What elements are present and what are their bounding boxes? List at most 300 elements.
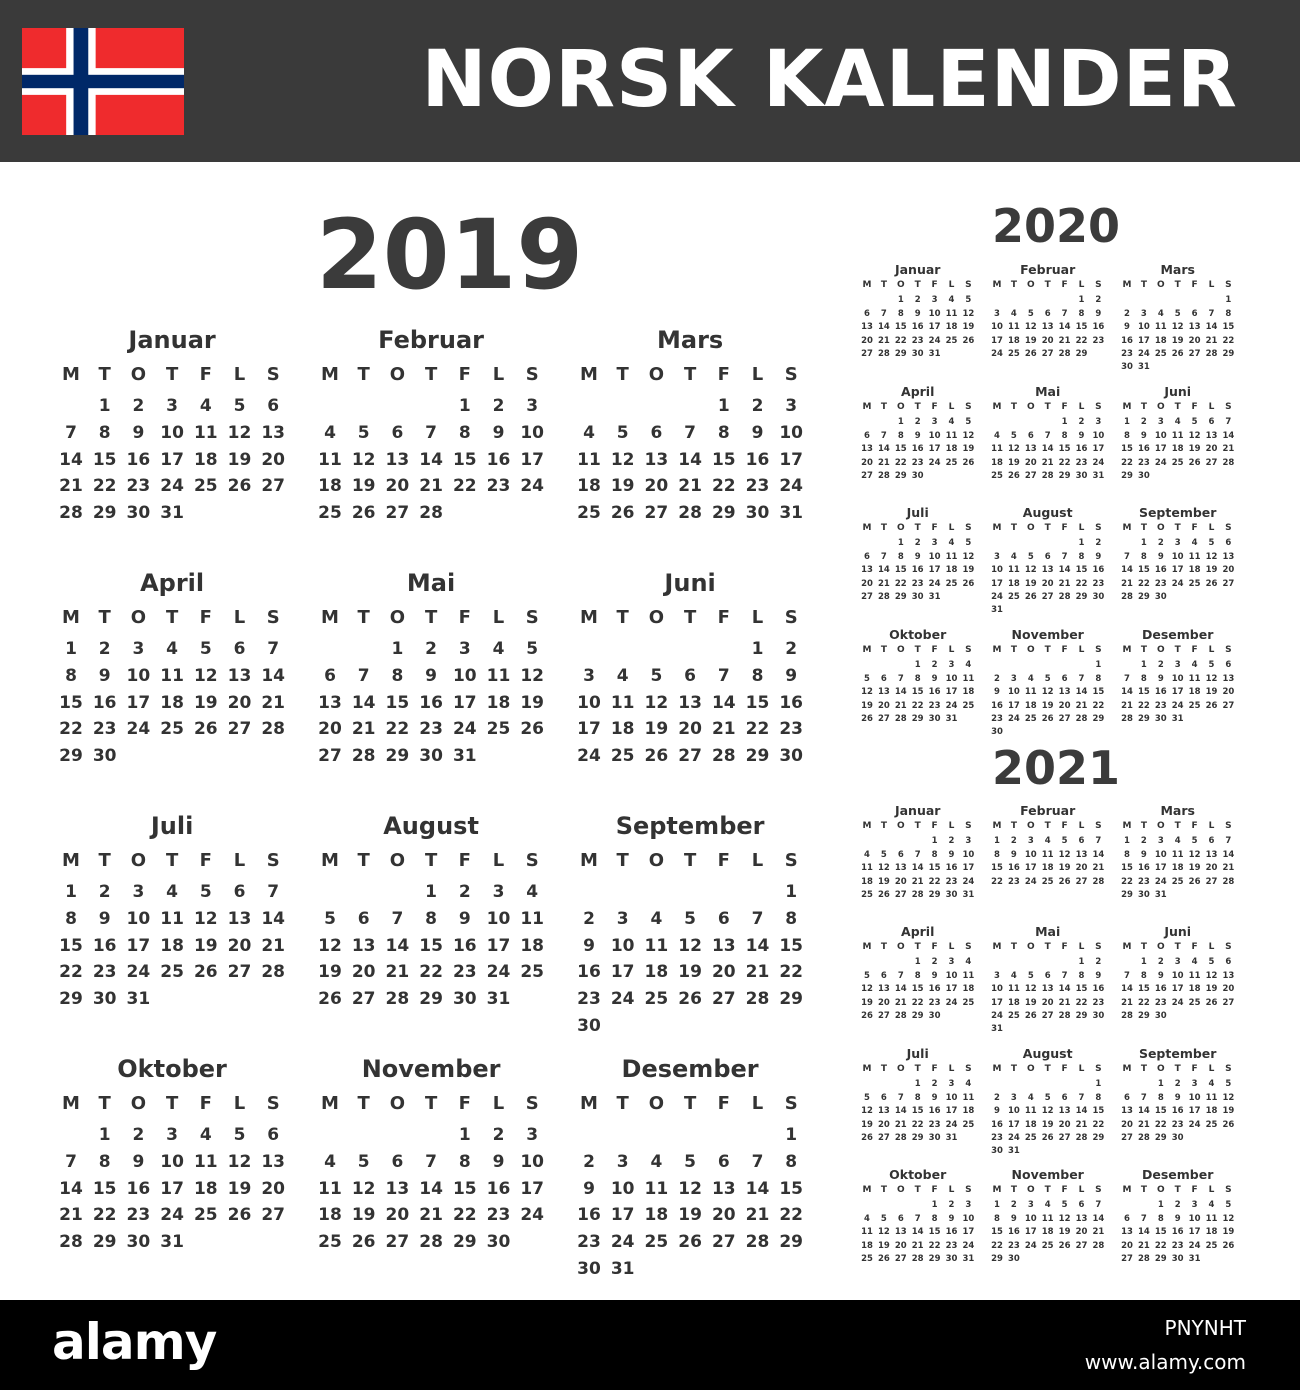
day-cell: 9 (1010, 1213, 1017, 1224)
day-cell: 28 (1205, 349, 1218, 360)
day-cell: 13 (1188, 322, 1201, 333)
day-cell: 9 (1157, 673, 1164, 684)
day-cell: 28 (59, 1232, 83, 1253)
day-cell: 4 (199, 395, 212, 416)
day-cell: 28 (894, 1011, 907, 1022)
weekday-label: O (1026, 523, 1035, 534)
day-cell: 30 (911, 592, 924, 603)
day-cell: 25 (1154, 349, 1167, 360)
day-cell: 5 (965, 538, 972, 549)
day-cell: 29 (1154, 1133, 1167, 1144)
day-cell: 3 (948, 660, 955, 671)
day-cell: 10 (928, 308, 941, 319)
day-cell: 17 (1024, 1227, 1037, 1238)
day-cell: 21 (261, 935, 286, 956)
day-cell: 28 (1041, 471, 1054, 482)
day-cell: 2 (1095, 295, 1102, 306)
day-cell: 12 (1205, 551, 1218, 562)
weekday-label: M (862, 523, 872, 534)
weekday-label: T (616, 607, 629, 629)
month-name: Mars (656, 326, 724, 354)
day-cell: 19 (610, 476, 635, 497)
day-cell: 19 (351, 1205, 376, 1226)
day-cell: 6 (391, 422, 404, 443)
day-cell: 24 (991, 592, 1003, 603)
day-cell: 14 (1121, 565, 1133, 576)
weekday-label: T (165, 607, 179, 629)
day-cell: 27 (1222, 578, 1235, 589)
day-cell: 9 (931, 970, 938, 981)
day-cell: 4 (1010, 970, 1017, 981)
day-cell: 20 (1222, 984, 1235, 995)
day-cell: 25 (1188, 578, 1201, 589)
day-cell: 15 (92, 449, 117, 470)
weekday-label: T (914, 942, 921, 953)
day-cell: 5 (1027, 970, 1034, 981)
day-cell: 7 (1044, 430, 1051, 441)
day-cell: 20 (1024, 457, 1037, 468)
day-cell: 16 (577, 1205, 601, 1226)
day-cell: 28 (1137, 1133, 1150, 1144)
day-cell: 21 (894, 1119, 907, 1130)
day-cell: 20 (1058, 1119, 1071, 1130)
day-cell: 22 (1075, 997, 1088, 1008)
day-cell: 3 (948, 957, 955, 968)
day-cell: 5 (357, 1151, 370, 1172)
day-cell: 6 (267, 1124, 280, 1145)
weekday-label: M (580, 364, 598, 386)
day-cell: 16 (945, 1227, 958, 1238)
day-cell: 21 (419, 476, 443, 497)
day-cell: 22 (1121, 876, 1133, 887)
day-cell: 18 (1188, 687, 1201, 698)
day-cell: 9 (583, 935, 595, 956)
day-cell: 3 (583, 665, 595, 686)
day-cell: 18 (644, 1205, 669, 1226)
day-cell: 8 (994, 849, 1000, 860)
day-cell: 21 (1121, 997, 1133, 1008)
day-cell: 19 (193, 692, 218, 713)
weekday-label: S (965, 1185, 972, 1196)
day-cell: 18 (962, 984, 975, 995)
day-cell: 12 (1058, 1213, 1071, 1224)
day-cell: 9 (132, 1151, 145, 1172)
weekday-label: T (165, 1093, 179, 1115)
day-cell: 9 (1078, 430, 1085, 441)
day-cell: 4 (616, 665, 629, 686)
day-cell: 10 (962, 1213, 975, 1224)
day-cell: 4 (864, 849, 870, 860)
weekday-label: O (896, 1185, 905, 1196)
day-cell: 28 (745, 989, 770, 1010)
day-cell: 17 (962, 863, 975, 874)
day-cell: 13 (1075, 1213, 1088, 1224)
day-cell: 10 (520, 422, 545, 443)
weekday-label: M (992, 942, 1002, 953)
weekday-label: L (1208, 1064, 1215, 1075)
day-cell: 6 (1078, 836, 1085, 847)
weekday-label: T (880, 402, 887, 413)
day-cell: 2 (1157, 957, 1164, 968)
weekday-label: F (458, 364, 471, 386)
day-cell: 1 (914, 957, 921, 968)
footer-url: www.alamy.com (1084, 1350, 1246, 1374)
day-cell: 10 (1154, 430, 1167, 441)
weekday-label: L (1078, 821, 1085, 832)
day-cell: 10 (160, 1151, 184, 1172)
brand-logo: alamy (52, 1313, 217, 1371)
day-cell: 2 (931, 957, 938, 968)
weekday-label: L (492, 364, 505, 386)
day-cell: 21 (1205, 335, 1218, 346)
weekday-label: M (1122, 821, 1132, 832)
day-cell: 10 (1188, 1213, 1201, 1224)
day-cell: 22 (1154, 1240, 1167, 1251)
weekday-label: M (862, 821, 872, 832)
day-cell: 8 (1124, 430, 1130, 441)
day-cell: 20 (861, 335, 873, 346)
weekday-label: F (199, 1093, 212, 1115)
day-cell: 4 (650, 908, 663, 929)
day-cell: 24 (779, 476, 804, 497)
day-cell: 3 (1157, 417, 1164, 428)
day-cell: 13 (861, 565, 873, 576)
day-cell: 10 (1092, 430, 1105, 441)
day-cell: 23 (1121, 349, 1133, 360)
day-cell: 22 (911, 700, 924, 711)
weekday-label: T (1174, 523, 1181, 534)
day-cell: 26 (1171, 349, 1184, 360)
day-cell: 20 (877, 997, 890, 1008)
day-cell: 5 (1010, 430, 1017, 441)
weekday-label: S (266, 850, 280, 872)
day-cell: 29 (1121, 890, 1133, 901)
day-cell: 23 (486, 1205, 511, 1226)
day-cell: 30 (452, 989, 477, 1010)
day-cell: 13 (1222, 551, 1235, 562)
day-cell: 14 (1058, 565, 1071, 576)
day-cell: 14 (1058, 322, 1071, 333)
day-cell: 27 (227, 962, 252, 983)
day-cell: 19 (1188, 444, 1201, 455)
weekday-label: T (914, 1185, 921, 1196)
day-cell: 25 (861, 890, 873, 901)
day-cell: 27 (1205, 876, 1218, 887)
day-cell: 13 (1041, 322, 1054, 333)
day-cell: 28 (894, 714, 907, 725)
day-cell: 9 (583, 1178, 595, 1199)
weekday-label: M (992, 1185, 1002, 1196)
day-cell: 27 (227, 719, 252, 740)
day-cell: 9 (931, 1092, 938, 1103)
day-cell: 2 (1095, 538, 1102, 549)
day-cell: 15 (1137, 687, 1150, 698)
day-cell: 3 (616, 1151, 629, 1172)
day-cell: 27 (861, 471, 873, 482)
day-cell: 11 (1171, 430, 1184, 441)
weekday-label: L (948, 1185, 955, 1196)
day-cell: 22 (452, 476, 477, 497)
day-cell: 3 (458, 638, 471, 659)
day-cell: 16 (1075, 444, 1088, 455)
day-cell: 21 (1058, 997, 1071, 1008)
weekday-label: S (1095, 402, 1102, 413)
day-cell: 8 (914, 1092, 921, 1103)
day-cell: 16 (1007, 863, 1020, 874)
weekday-label: L (751, 1093, 764, 1115)
day-cell: 23 (745, 476, 770, 497)
day-cell: 20 (861, 578, 873, 589)
month-name: April (901, 923, 935, 939)
day-cell: 17 (1171, 565, 1184, 576)
day-cell: 16 (911, 565, 924, 576)
day-cell: 23 (92, 719, 117, 740)
day-cell: 5 (864, 970, 870, 981)
day-cell: 27 (711, 1232, 736, 1253)
day-cell: 7 (914, 849, 921, 860)
day-cell: 29 (419, 989, 443, 1010)
weekday-label: F (931, 1185, 938, 1196)
day-cell: 31 (452, 746, 477, 767)
day-cell: 16 (452, 935, 477, 956)
day-cell: 27 (351, 989, 376, 1010)
day-cell: 29 (1075, 592, 1088, 603)
month-name: Oktober (117, 1055, 227, 1083)
day-cell: 14 (59, 449, 83, 470)
day-cell: 5 (1208, 660, 1215, 671)
day-cell: 8 (458, 422, 471, 443)
weekday-label: M (1122, 942, 1132, 953)
weekday-label: L (948, 1064, 955, 1075)
day-cell: 30 (1092, 1011, 1105, 1022)
day-cell: 30 (928, 1133, 941, 1144)
day-cell: 12 (877, 863, 890, 874)
day-cell: 20 (894, 876, 907, 887)
month-name: Juni (664, 569, 716, 597)
weekday-label: L (1078, 942, 1085, 953)
day-cell: 6 (1191, 308, 1198, 319)
day-cell: 11 (644, 935, 669, 956)
weekday-label: L (948, 280, 955, 291)
weekday-label: L (1208, 942, 1215, 953)
day-cell: 24 (452, 719, 477, 740)
day-cell: 3 (1027, 1200, 1034, 1211)
day-cell: 13 (644, 449, 669, 470)
day-cell: 13 (1121, 1227, 1133, 1238)
day-cell: 2 (914, 295, 921, 306)
day-cell: 9 (914, 551, 921, 562)
day-cell: 28 (1058, 349, 1071, 360)
day-cell: 30 (1154, 1011, 1167, 1022)
day-cell: 16 (779, 692, 804, 713)
day-cell: 22 (928, 1240, 941, 1251)
day-cell: 21 (894, 700, 907, 711)
day-cell: 5 (1208, 957, 1215, 968)
day-cell: 4 (650, 1151, 663, 1172)
day-cell: 19 (1007, 457, 1020, 468)
day-cell: 2 (914, 417, 921, 428)
day-cell: 1 (1124, 417, 1130, 428)
day-cell: 24 (1171, 578, 1184, 589)
day-cell: 25 (610, 746, 635, 767)
weekday-label: S (266, 1093, 280, 1115)
day-cell: 20 (1075, 863, 1088, 874)
weekday-label: T (1010, 1064, 1017, 1075)
day-cell: 12 (1024, 984, 1037, 995)
day-cell: 26 (193, 962, 218, 983)
day-cell: 25 (861, 1254, 873, 1265)
day-cell: 30 (126, 1232, 151, 1253)
day-cell: 3 (1174, 660, 1181, 671)
day-cell: 11 (1188, 970, 1201, 981)
day-cell: 21 (1137, 1119, 1150, 1130)
day-cell: 8 (897, 430, 904, 441)
day-cell: 3 (931, 417, 938, 428)
day-cell: 5 (864, 673, 870, 684)
day-cell: 11 (962, 1092, 975, 1103)
day-cell: 16 (1092, 984, 1105, 995)
day-cell: 4 (1027, 673, 1034, 684)
day-cell: 26 (1024, 592, 1037, 603)
weekday-label: O (1156, 280, 1165, 291)
weekday-label: T (357, 607, 370, 629)
day-cell: 9 (98, 665, 111, 686)
day-cell: 4 (1027, 1092, 1034, 1103)
day-cell: 14 (1121, 984, 1133, 995)
norway-flag-icon (22, 28, 184, 135)
day-cell: 3 (1010, 1092, 1017, 1103)
day-cell: 23 (1075, 457, 1088, 468)
weekday-label: T (914, 1064, 921, 1075)
day-cell: 29 (1154, 1254, 1167, 1265)
day-cell: 12 (520, 665, 545, 686)
day-cell: 1 (98, 395, 111, 416)
day-cell: 24 (928, 335, 941, 346)
day-cell: 14 (894, 687, 907, 698)
day-cell: 20 (351, 962, 376, 983)
day-cell: 8 (1157, 1213, 1164, 1224)
weekday-label: L (751, 607, 764, 629)
day-cell: 21 (911, 1240, 924, 1251)
day-cell: 29 (1075, 1011, 1088, 1022)
day-cell: 23 (1007, 1240, 1020, 1251)
day-cell: 3 (526, 1124, 539, 1145)
weekday-label: S (1225, 1185, 1232, 1196)
weekday-label: T (1174, 821, 1181, 832)
day-cell: 4 (965, 957, 972, 968)
weekday-label: S (525, 607, 539, 629)
day-cell: 29 (59, 989, 83, 1010)
day-cell: 15 (1092, 1106, 1105, 1117)
day-cell: 13 (894, 1227, 907, 1238)
day-cell: 14 (711, 692, 736, 713)
day-cell: 16 (745, 449, 770, 470)
day-cell: 7 (1095, 836, 1102, 847)
day-cell: 16 (419, 692, 443, 713)
day-cell: 25 (991, 471, 1003, 482)
day-cell: 11 (1007, 565, 1020, 576)
day-cell: 26 (962, 578, 975, 589)
month-name: Oktober (889, 626, 947, 642)
day-cell: 27 (894, 890, 907, 901)
day-cell: 13 (1222, 970, 1235, 981)
weekday-label: S (965, 942, 972, 953)
month-name: April (140, 569, 205, 597)
day-cell: 8 (1140, 673, 1147, 684)
day-cell: 13 (1075, 849, 1088, 860)
day-cell: 17 (945, 984, 958, 995)
day-cell: 13 (861, 444, 873, 455)
day-cell: 5 (684, 1151, 697, 1172)
day-cell: 28 (419, 1232, 443, 1253)
day-cell: 14 (911, 1227, 924, 1238)
day-cell: 23 (1154, 997, 1167, 1008)
weekday-label: L (948, 402, 955, 413)
day-cell: 1 (1078, 538, 1085, 549)
day-cell: 21 (711, 719, 736, 740)
day-cell: 18 (991, 457, 1003, 468)
weekday-label: O (896, 1064, 905, 1075)
day-cell: 26 (1222, 1119, 1235, 1130)
day-cell: 6 (1208, 836, 1215, 847)
day-cell: 17 (160, 1178, 184, 1199)
weekday-label: L (1208, 821, 1215, 832)
day-cell: 25 (1007, 592, 1020, 603)
day-cell: 25 (1007, 349, 1020, 360)
weekday-label: L (492, 1093, 505, 1115)
day-cell: 6 (1061, 673, 1068, 684)
day-cell: 19 (1024, 578, 1037, 589)
day-cell: 14 (1205, 322, 1218, 333)
day-cell: 22 (452, 1205, 477, 1226)
day-cell: 8 (1078, 308, 1085, 319)
day-cell: 11 (1007, 984, 1020, 995)
weekday-label: O (896, 402, 905, 413)
day-cell: 9 (994, 687, 1000, 698)
day-cell: 8 (994, 1213, 1000, 1224)
day-cell: 14 (877, 444, 890, 455)
weekday-label: T (1174, 402, 1181, 413)
day-cell: 1 (1157, 1200, 1164, 1211)
day-cell: 15 (991, 863, 1003, 874)
day-cell: 24 (1137, 349, 1150, 360)
day-cell: 29 (92, 1232, 117, 1253)
day-cell: 11 (520, 908, 545, 929)
day-cell: 14 (745, 1178, 770, 1199)
day-cell: 3 (616, 908, 629, 929)
weekday-label: O (1026, 402, 1035, 413)
weekday-label: L (1078, 523, 1085, 534)
weekday-label: T (1010, 1185, 1017, 1196)
weekday-label: T (1174, 1064, 1181, 1075)
weekday-label: T (165, 364, 179, 386)
day-cell: 19 (678, 1205, 702, 1226)
day-cell: 10 (577, 692, 601, 713)
day-cell: 11 (644, 1178, 669, 1199)
day-cell: 3 (994, 970, 1000, 981)
day-cell: 9 (1157, 970, 1164, 981)
day-cell: 26 (861, 1133, 873, 1144)
day-cell: 23 (486, 476, 511, 497)
day-cell: 19 (962, 565, 975, 576)
weekday-label: O (648, 1093, 665, 1115)
weekday-label: L (233, 850, 246, 872)
day-cell: 7 (1061, 551, 1068, 562)
month-name: Mai (406, 569, 456, 597)
day-cell: 20 (1205, 444, 1218, 455)
day-cell: 18 (1205, 1227, 1218, 1238)
day-cell: 5 (965, 417, 972, 428)
